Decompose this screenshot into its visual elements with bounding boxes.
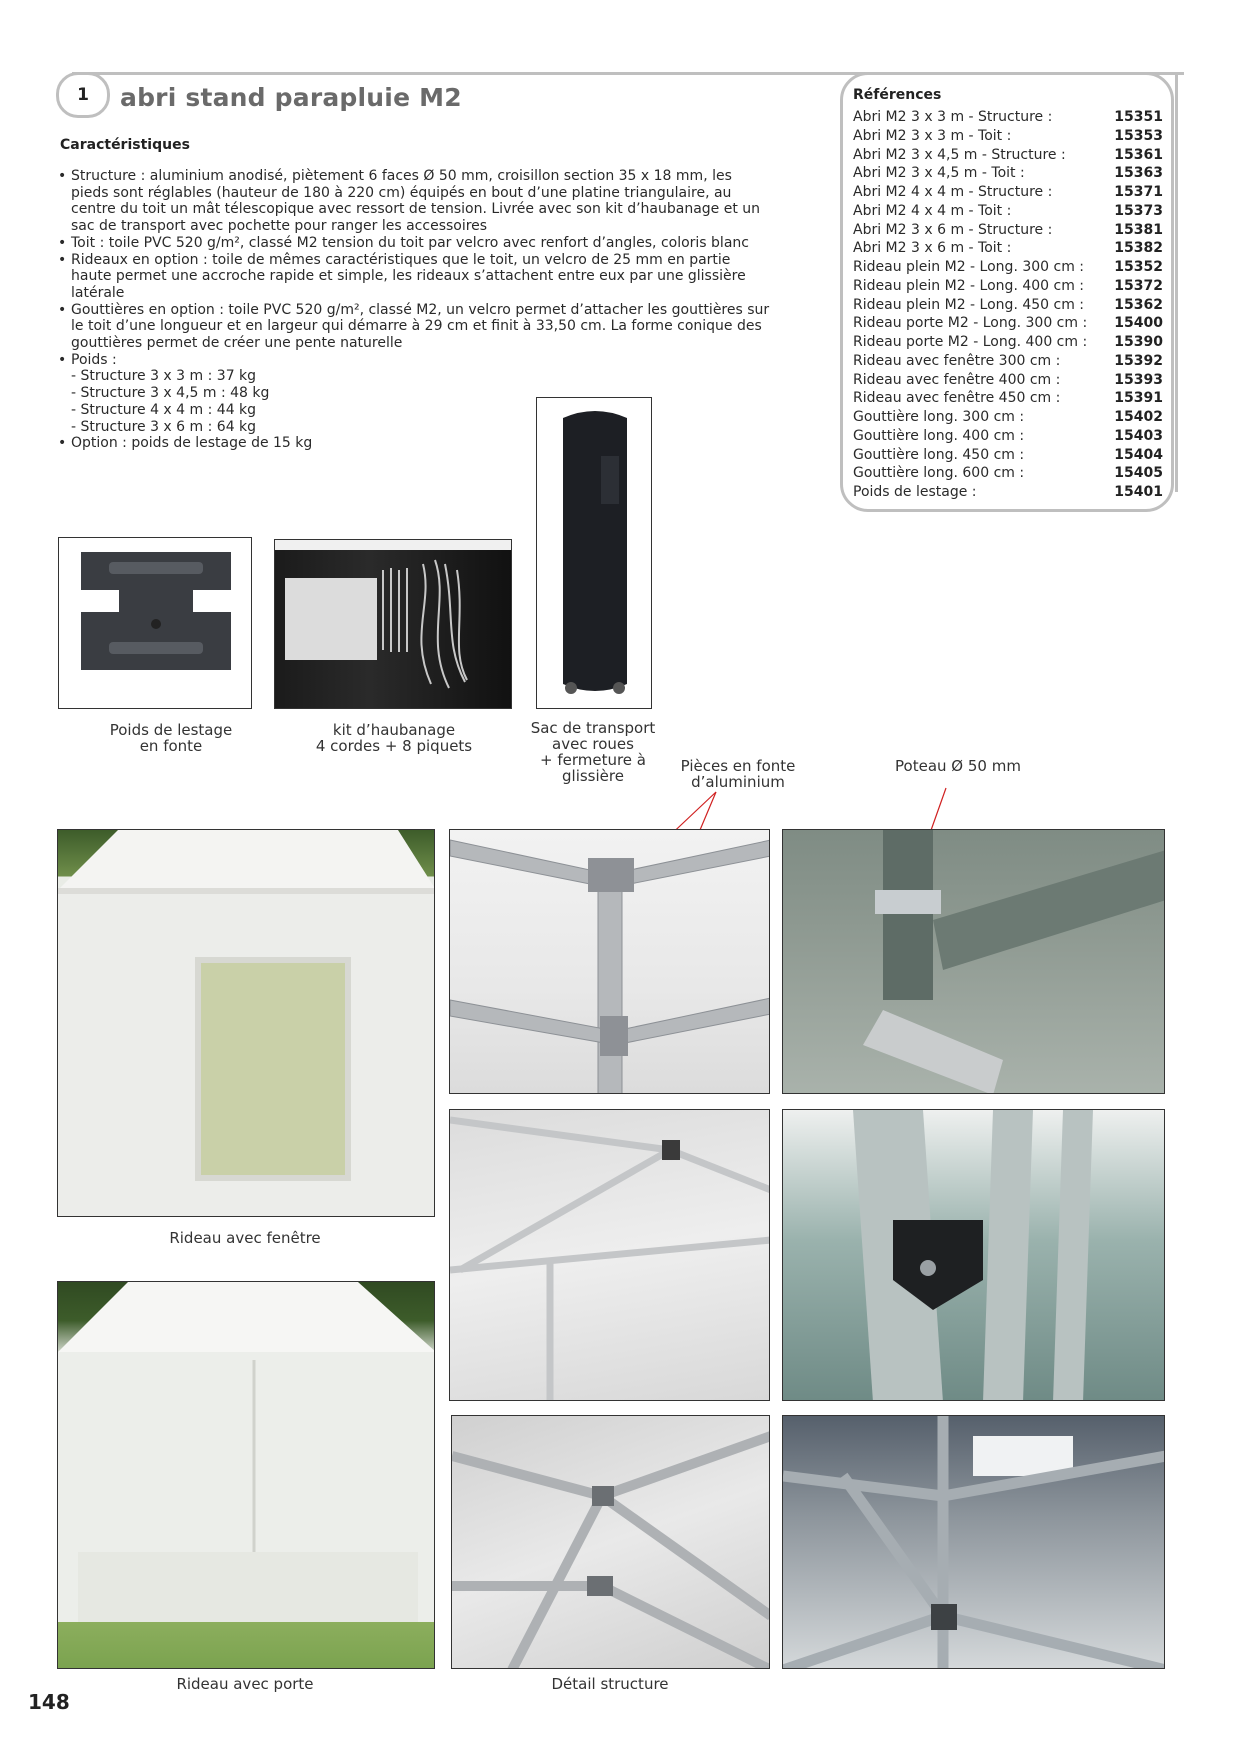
reference-label: Abri M2 4 x 4 m - Structure : xyxy=(853,184,1053,200)
reference-label: Rideau plein M2 - Long. 300 cm : xyxy=(853,259,1085,275)
reference-code: 15405 xyxy=(1114,465,1163,482)
caption-line: 4 cordes + 8 piquets xyxy=(315,737,473,755)
reference-code: 15363 xyxy=(1114,165,1163,182)
reference-code: 15404 xyxy=(1114,446,1163,463)
corner-bracket-photo xyxy=(782,1109,1165,1401)
reference-code: 15361 xyxy=(1114,146,1163,163)
caption-line: d’aluminium xyxy=(691,773,785,791)
reference-label: Poids de lestage : xyxy=(853,484,977,500)
reference-code: 15400 xyxy=(1114,315,1163,332)
reference-code: 15382 xyxy=(1114,240,1163,257)
reference-label: Abri M2 4 x 4 m - Toit : xyxy=(853,202,1012,219)
weight-line: - Structure 3 x 4,5 m : 48 kg xyxy=(71,385,270,402)
section-number-badge: 1 xyxy=(56,72,110,118)
structure-detail-photo-4 xyxy=(782,1415,1165,1669)
caption-line: Poids de lestage xyxy=(109,721,233,739)
corner-bracket-image xyxy=(783,1110,1165,1401)
pole-caption: Poteau Ø 50 mm xyxy=(895,757,1021,775)
reference-label: Rideau plein M2 - Long. 400 cm : xyxy=(853,277,1085,294)
reference-label: Gouttière long. 600 cm : xyxy=(853,465,1025,482)
reference-code: 15401 xyxy=(1114,484,1163,500)
reference-label: Abri M2 3 x 6 m - Structure : xyxy=(853,221,1053,238)
structure-detail-image xyxy=(450,1110,770,1401)
caption-line: en fonte xyxy=(139,737,203,755)
page-title: abri stand parapluie M2 xyxy=(120,83,462,112)
reference-label: Abri M2 3 x 4,5 m - Structure : xyxy=(853,146,1066,163)
characteristics-heading: Caractéristiques xyxy=(60,137,190,153)
reference-code: 15371 xyxy=(1114,184,1163,200)
reference-label: Abri M2 3 x 4,5 m - Toit : xyxy=(853,165,1025,182)
caption-line: Pièces en fonte xyxy=(680,757,796,775)
reference-code: 15362 xyxy=(1114,296,1163,313)
feature-roof: • Toit : toile PVC 520 g/m², classé M2 tension du toit par velcro avec renfort d’angles, coloris blanc xyxy=(58,235,770,252)
weight-line: - Structure 3 x 3 m : 37 kg xyxy=(71,368,257,385)
reference-label: Rideau plein M2 - Long. 450 cm : xyxy=(853,296,1085,313)
structure-detail-photo-3 xyxy=(451,1415,770,1669)
reference-label: Rideau porte M2 - Long. 400 cm : xyxy=(853,334,1088,350)
caption-line: + fermeture à xyxy=(539,751,646,769)
reference-code: 15403 xyxy=(1114,427,1163,444)
feature-curtains: • Rideaux en option : toile de mêmes caractéristiques que le toit, un velcro de 25 mm en partie haute permet une accroche rapide et simple, les rideaux s’attachent entre eux par une glissière latérale xyxy=(58,252,770,302)
reference-label: Rideau avec fenêtre 450 cm : xyxy=(853,390,1061,407)
reference-code: 15352 xyxy=(1114,259,1163,275)
reference-code: 15392 xyxy=(1114,352,1163,369)
reference-label: Rideau avec fenêtre 400 cm : xyxy=(853,371,1061,388)
reference-code: 15390 xyxy=(1114,334,1163,350)
reference-label: Gouttière long. 300 cm : xyxy=(853,409,1025,425)
caption-line: glissière xyxy=(562,767,624,785)
reference-label: Gouttière long. 400 cm : xyxy=(853,427,1025,444)
reference-code: 15393 xyxy=(1114,371,1163,388)
reference-code: 15353 xyxy=(1114,127,1163,144)
reference-label: Rideau avec fenêtre 300 cm : xyxy=(853,352,1061,369)
structure-detail-image xyxy=(783,1416,1165,1669)
structure-detail-photo-1 xyxy=(449,829,770,1094)
curtain-door-photo xyxy=(57,1281,435,1669)
reference-label: Rideau porte M2 - Long. 300 cm : xyxy=(853,315,1088,332)
pole-detail-image xyxy=(783,830,1165,1094)
reference-label: Gouttière long. 450 cm : xyxy=(853,446,1025,463)
feature-gutters: • Gouttières en option : toile PVC 520 g/m², classé M2, un velcro permet d’attacher les gouttières sur le toit d’une longueur et en largeur qui démarre à 29 cm et finit à 33,50 cm. La forme conique des gouttières permet de créer une pente naturelle xyxy=(58,302,770,352)
reference-code: 15351 xyxy=(1114,109,1163,125)
reference-code: 15372 xyxy=(1114,277,1163,294)
reference-label: Abri M2 3 x 3 m - Structure : xyxy=(853,109,1053,125)
reference-code: 15391 xyxy=(1114,390,1163,407)
reference-code: 15373 xyxy=(1114,202,1163,219)
caption-line: kit d’haubanage xyxy=(332,721,456,739)
feature-option: • Option : poids de lestage de 15 kg xyxy=(58,435,770,452)
reference-label: Abri M2 3 x 3 m - Toit : xyxy=(853,127,1012,144)
page-number: 148 xyxy=(28,1690,70,1714)
structure-detail-caption: Détail structure xyxy=(551,1675,669,1693)
weight-line: - Structure 4 x 4 m : 44 kg xyxy=(71,401,257,418)
curtain-window-image xyxy=(58,830,435,1217)
reference-code: 15402 xyxy=(1114,409,1163,425)
structure-detail-image xyxy=(452,1416,770,1669)
pole-detail-photo xyxy=(782,829,1165,1094)
reference-label: Abri M2 3 x 6 m - Toit : xyxy=(853,240,1012,257)
curtain-door-caption: Rideau avec porte xyxy=(176,1675,314,1693)
curtain-door-image xyxy=(58,1282,435,1669)
caption-line: avec roues xyxy=(552,735,634,753)
feature-structure: • Structure : aluminium anodisé, piètement 6 faces Ø 50 mm, croisillon section 35 x 18 mm, les pieds sont réglables (hauteur de 180 à 220 cm) équipés en bout d’une platine triangulaire, au centre du toit un mât télescopique avec ressort de tension. Livrée avec son kit d’haubanage et un sac de transport avec pochette pour ranger les accessoires xyxy=(58,168,770,235)
structure-detail-photo-2 xyxy=(449,1109,770,1401)
curtain-window-caption: Rideau avec fenêtre xyxy=(169,1229,321,1247)
reference-code: 15381 xyxy=(1114,221,1163,238)
feature-weights-heading: • Poids : xyxy=(58,352,770,369)
structure-detail-image xyxy=(450,830,770,1094)
weight-line: - Structure 3 x 6 m : 64 kg xyxy=(71,418,257,435)
references-heading: Références xyxy=(853,87,942,103)
caption-line: Sac de transport xyxy=(530,719,656,737)
curtain-window-photo xyxy=(57,829,435,1217)
